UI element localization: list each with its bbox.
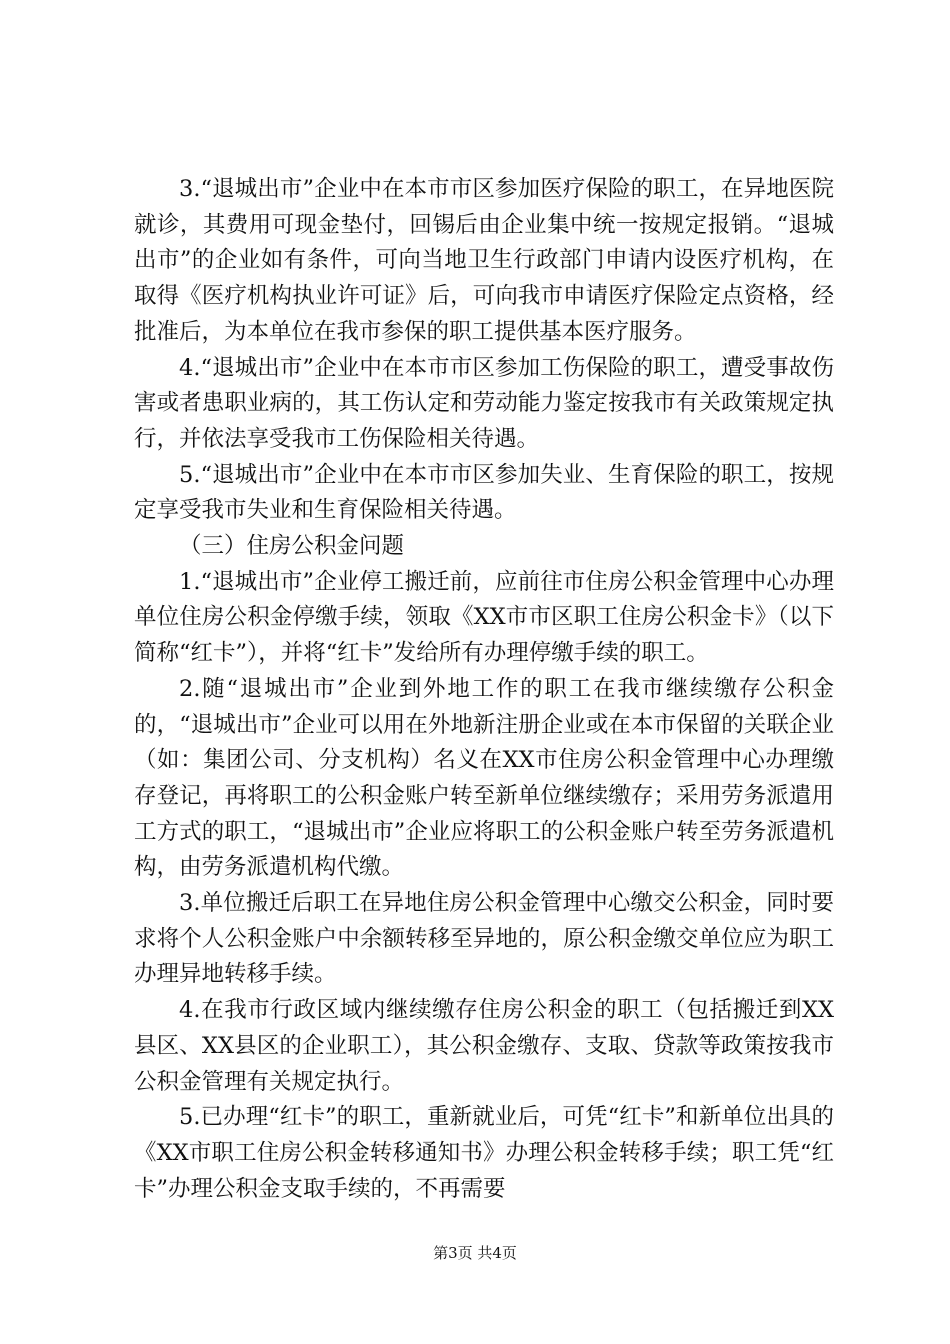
- paragraph-housing-1: 1.“退城出市”企业停工搬迁前，应前往市住房公积金管理中心办理单位住房公积金停缴手续，领取《XX市市区职工住房公积金卡》（以下简称“红卡”），并将“红卡”发给所有办理停缴手续的职工。: [134, 568, 834, 667]
- paragraph-medical-3: 3.“退城出市”企业中在本市市区参加医疗保险的职工，在异地医院就诊，其费用可现金垫付，回锡后由企业集中统一按规定报销。“退城出市”的企业如有条件，可向当地卫生行政部门申请内设医疗机构，在取得《医疗机构执业许可证》后，可向我市申请医疗保险定点资格，经批准后，为本单位在我市参保的职工提供基本医疗服务。: [134, 176, 834, 345]
- paragraph-housing-4: 4.在我市行政区域内继续缴存住房公积金的职工（包括搬迁到XX县区、XX县区的企业职工），其公积金缴存、支取、贷款等政策按我市公积金管理有关规定执行。: [134, 997, 834, 1095]
- paragraph-unemployment-5: 5.“退城出市”企业中在本市市区参加失业、生育保险的职工，按规定享受我市失业和生育保险相关待遇。: [134, 461, 834, 524]
- paragraph-housing-3: 3.单位搬迁后职工在异地住房公积金管理中心缴交公积金，同时要求将个人公积金账户中余额转移至异地的，原公积金缴交单位应为职工办理异地转移手续。: [134, 890, 834, 988]
- section-heading-housing-fund: （三）住房公积金问题: [179, 533, 405, 560]
- paragraph-housing-5: 5.已办理“红卡”的职工，重新就业后，可凭“红卡”和新单位出具的《XX市职工住房公积金转移通知书》办理公积金转移手续；职工凭“红卡”办理公积金支取手续的，不再需要: [134, 1104, 834, 1202]
- document-body: [134, 172, 834, 1207]
- paragraph-housing-2: 2.随“退城出市”企业到外地工作的职工在我市继续缴存公积金的，“退城出市”企业可以用在外地新注册企业或在本市保留的关联企业（如：集团公司、分支机构）名义在XX市住房公积金管理中心办理缴存登记，再将职工的公积金账户转至新单位继续缴存；采用劳务派遣用工方式的职工，“退城出市”企业应将职工的公积金账户转至劳务派遣机构，由劳务派遣机构代缴。: [134, 675, 834, 881]
- page-number-footer: 第3页 共4页: [433, 1244, 517, 1262]
- paragraph-injury-4: 4.“退城出市”企业中在本市市区参加工伤保险的职工，遭受事故伤害或者患职业病的，其工伤认定和劳动能力鉴定按我市有关政策规定执行，并依法享受我市工伤保险相关待遇。: [134, 354, 834, 452]
